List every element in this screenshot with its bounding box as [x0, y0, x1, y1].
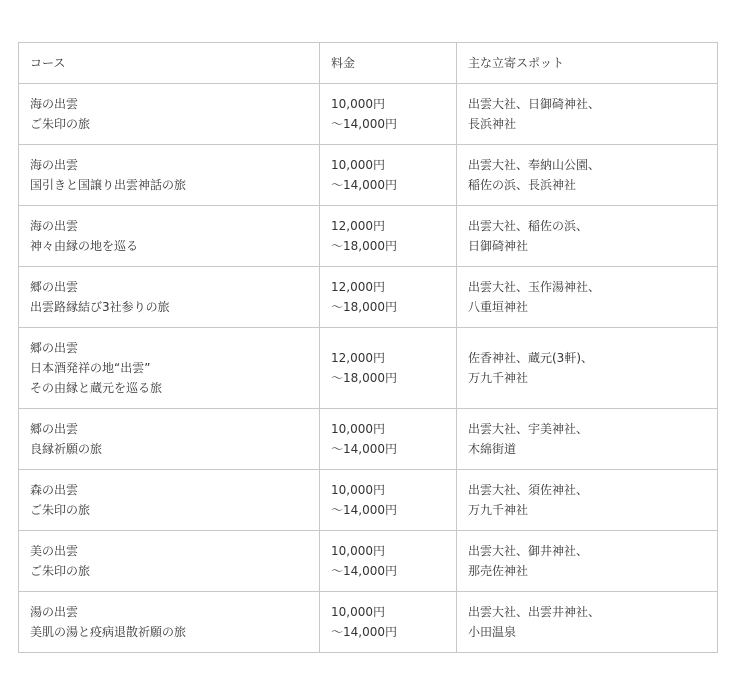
course-cell-line: 森の出雲: [30, 483, 79, 497]
course-cell: [19, 206, 320, 267]
spots-cell-line: 日御碕神社: [468, 239, 529, 253]
course-cell: [19, 409, 320, 470]
spots-cell-line: 万九千神社: [468, 371, 529, 385]
spots-cell-line: 出雲大社、御井神社、: [468, 544, 589, 558]
spots-cell-line: 木綿街道: [468, 442, 517, 456]
spots-cell: [457, 267, 718, 328]
price-cell-line: ～18,000円: [331, 239, 397, 253]
price-cell-line: ～18,000円: [331, 300, 397, 314]
spots-cell-line: 出雲大社、奉納山公園、: [468, 158, 601, 172]
table-row: [19, 145, 718, 206]
price-cell-line: 10,000円: [331, 422, 385, 436]
course-cell-line: 国引きと国譲り出雲神話の旅: [30, 178, 187, 192]
price-cell-line: 12,000円: [331, 351, 385, 365]
spots-cell: [457, 328, 718, 409]
course-cell-line: 美の出雲: [30, 544, 79, 558]
course-cell: [19, 531, 320, 592]
price-cell: [320, 206, 457, 267]
table-row: [19, 592, 718, 653]
header-price: 料金: [320, 43, 457, 84]
price-cell-line: ～14,000円: [331, 625, 397, 639]
course-cell: [19, 84, 320, 145]
price-cell-line: 10,000円: [331, 483, 385, 497]
spots-cell-line: 佐香神社、蔵元(3軒)、: [468, 351, 593, 365]
course-cell-line: 出雲路縁結び3社参りの旅: [30, 300, 170, 314]
course-cell-line: ご朱印の旅: [30, 564, 91, 578]
table-header: [19, 43, 718, 84]
course-cell-line: 日本酒発祥の地“出雲”: [30, 361, 151, 375]
table-row: [19, 267, 718, 328]
price-cell-line: 10,000円: [331, 605, 385, 619]
header-row: [19, 43, 718, 84]
course-cell-line: 良縁祈願の旅: [30, 442, 103, 456]
price-cell: [320, 592, 457, 653]
price-cell: [320, 409, 457, 470]
course-cell-line: 海の出雲: [30, 97, 79, 111]
table-row: [19, 328, 718, 409]
spots-cell-line: 出雲大社、宇美神社、: [468, 422, 589, 436]
header-spots: 主な立寄スポット: [457, 43, 718, 84]
price-cell-line: 10,000円: [331, 544, 385, 558]
table-row: [19, 470, 718, 531]
spots-cell: [457, 206, 718, 267]
course-cell-line: 海の出雲: [30, 158, 79, 172]
price-cell: [320, 328, 457, 409]
course-cell-line: 郷の出雲: [30, 341, 79, 355]
course-cell-line: 海の出雲: [30, 219, 79, 233]
course-cell: [19, 592, 320, 653]
table-row: [19, 206, 718, 267]
price-cell-line: 12,000円: [331, 219, 385, 233]
course-cell-line: その由縁と蔵元を巡る旅: [30, 381, 163, 395]
spots-cell-line: 出雲大社、日御碕神社、: [468, 97, 601, 111]
spots-cell: [457, 84, 718, 145]
spots-cell-line: 出雲大社、出雲井神社、: [468, 605, 601, 619]
spots-cell: [457, 145, 718, 206]
price-cell: [320, 531, 457, 592]
price-cell: [320, 470, 457, 531]
spots-cell-line: 稲佐の浜、長浜神社: [468, 178, 577, 192]
price-cell-line: ～14,000円: [331, 442, 397, 456]
price-cell-line: ～14,000円: [331, 178, 397, 192]
price-cell-line: ～14,000円: [331, 117, 397, 131]
price-cell-line: 10,000円: [331, 158, 385, 172]
price-cell-line: ～14,000円: [331, 564, 397, 578]
course-cell-line: 郷の出雲: [30, 422, 79, 436]
spots-cell-line: 万九千神社: [468, 503, 529, 517]
spots-cell-line: 小田温泉: [468, 625, 517, 639]
spots-cell-line: 出雲大社、須佐神社、: [468, 483, 589, 497]
course-cell-line: 郷の出雲: [30, 280, 79, 294]
spots-cell-line: 八重垣神社: [468, 300, 529, 314]
spots-cell: [457, 592, 718, 653]
course-cell: [19, 328, 320, 409]
price-cell: [320, 145, 457, 206]
price-cell-line: 10,000円: [331, 97, 385, 111]
course-cell-line: 湯の出雲: [30, 605, 79, 619]
course-table: [18, 42, 718, 653]
price-cell-line: 12,000円: [331, 280, 385, 294]
table-row: [19, 84, 718, 145]
course-cell-line: ご朱印の旅: [30, 117, 91, 131]
course-cell-line: ご朱印の旅: [30, 503, 91, 517]
course-cell: [19, 470, 320, 531]
spots-cell-line: 出雲大社、玉作湯神社、: [468, 280, 601, 294]
price-cell-line: ～18,000円: [331, 371, 397, 385]
table-row: [19, 409, 718, 470]
table-body: [19, 84, 718, 653]
price-cell: [320, 84, 457, 145]
spots-cell: [457, 470, 718, 531]
course-cell-line: 神々由縁の地を巡る: [30, 239, 139, 253]
spots-cell: [457, 409, 718, 470]
spots-cell: [457, 531, 718, 592]
header-course: コース: [19, 43, 320, 84]
course-cell-line: 美肌の湯と疫病退散祈願の旅: [30, 625, 187, 639]
course-cell: [19, 267, 320, 328]
price-cell-line: ～14,000円: [331, 503, 397, 517]
spots-cell-line: 那売佐神社: [468, 564, 529, 578]
spots-cell-line: 出雲大社、稲佐の浜、: [468, 219, 589, 233]
table-row: [19, 531, 718, 592]
spots-cell-line: 長浜神社: [468, 117, 517, 131]
price-cell: [320, 267, 457, 328]
course-cell: [19, 145, 320, 206]
